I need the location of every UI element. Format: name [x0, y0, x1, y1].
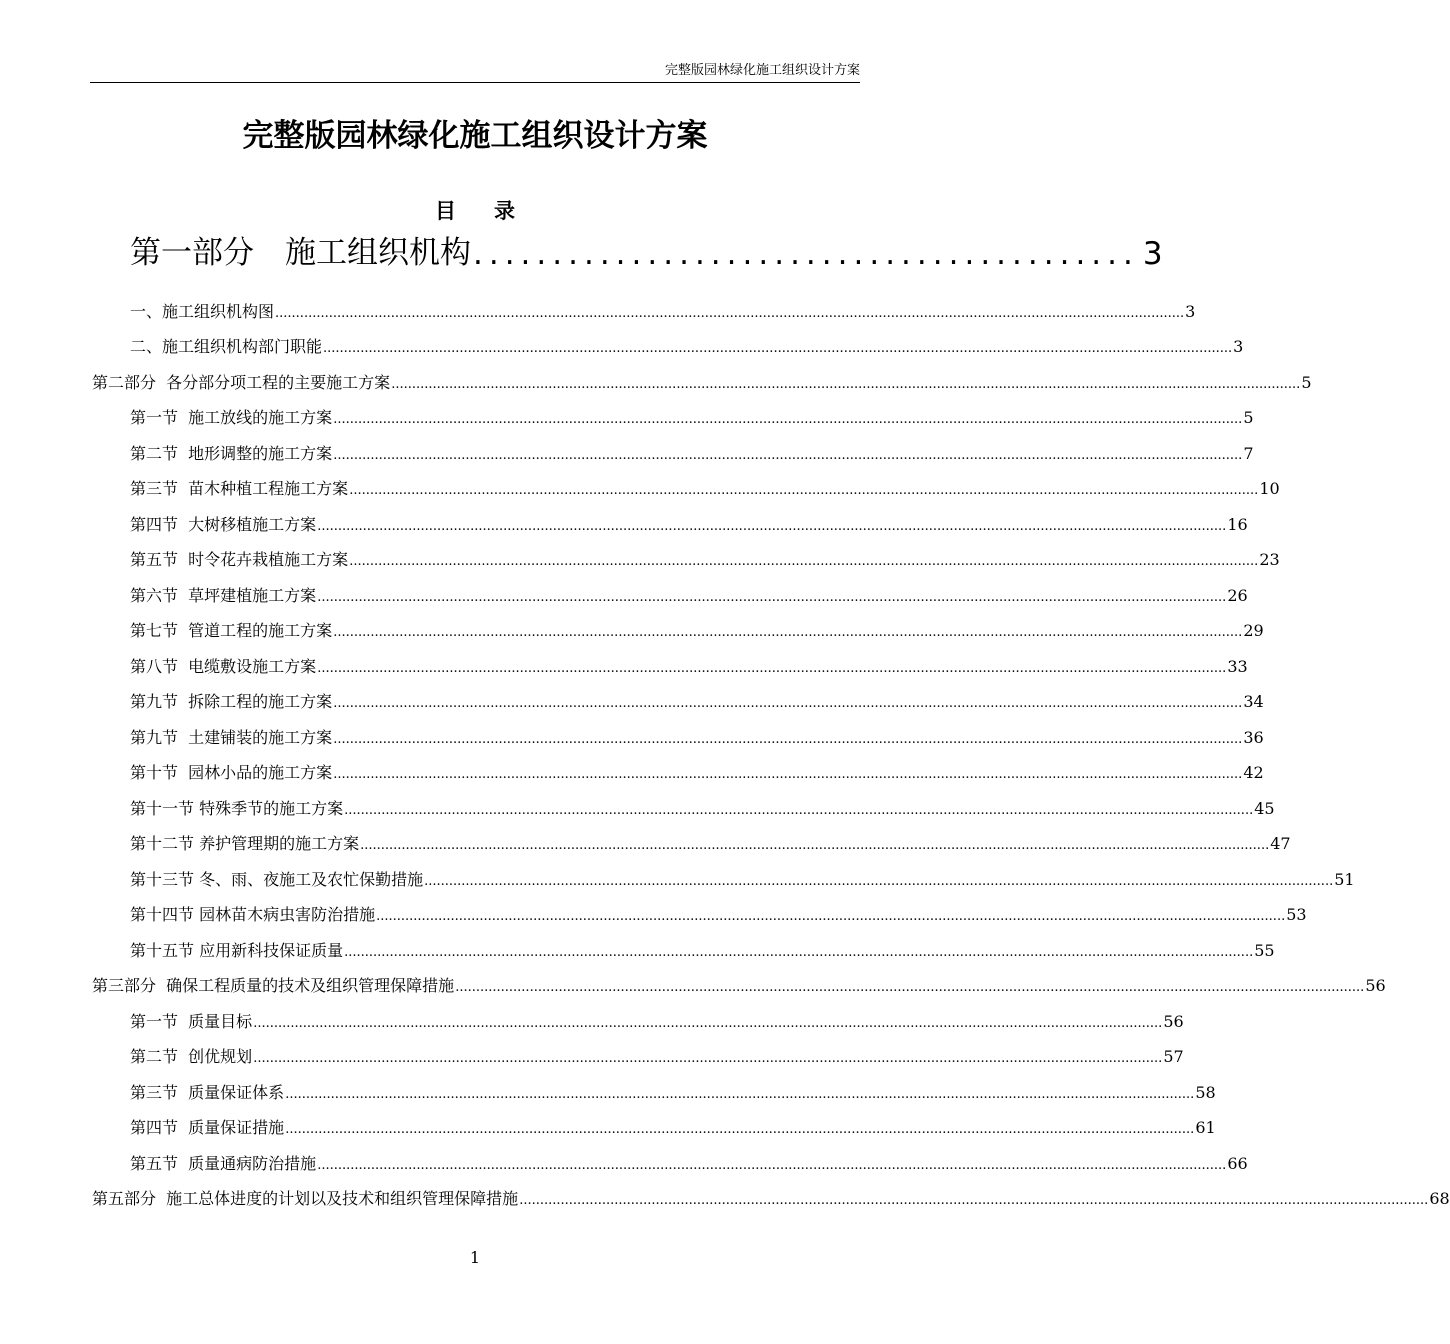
running-header	[90, 60, 860, 83]
toc-entry[interactable]	[92, 358, 1312, 394]
toc-entry-page: 33	[1227, 656, 1248, 676]
toc-entry-page: 51	[1334, 869, 1355, 889]
toc-entry[interactable]	[130, 926, 1275, 962]
toc-entry-label: 第三节 质量保证体系	[130, 1082, 285, 1102]
toc-entry-label: 第六节 草坪建植施工方案	[130, 585, 317, 605]
toc-entry-page: 3	[1185, 301, 1196, 321]
toc-leader-dots: ............................................................................................................................................................................................................................	[317, 660, 1227, 676]
toc-entry-label: 第五节 时令花卉栽植施工方案	[130, 550, 349, 569]
page-number: 1	[469, 1248, 481, 1267]
toc-entry-page: 56	[1365, 976, 1386, 995]
toc-entry-page: 61	[1195, 1118, 1216, 1137]
toc-entry[interactable]	[130, 713, 1264, 749]
toc-entry[interactable]	[130, 571, 1248, 607]
toc-entry[interactable]	[130, 784, 1275, 820]
toc-entry-page: 47	[1270, 834, 1291, 853]
toc-entry[interactable]	[130, 855, 1355, 891]
toc-leader-dots: ............................................................................................................................................................................................................................	[275, 305, 1185, 321]
toc-entry[interactable]	[130, 678, 1264, 714]
toc-leader-dots: ............................................................................................................................................................................................................................	[344, 944, 1254, 960]
toc-entry-label: 第七节 管道工程的施工方案	[130, 621, 333, 640]
toc-entry-label: 第二节 地形调整的施工方案	[130, 443, 333, 463]
toc-entry[interactable]	[130, 1033, 1184, 1069]
toc-entry-page: 3	[1233, 337, 1244, 356]
toc-entry-page: 36	[1243, 727, 1264, 747]
toc-leader-dots: ............................................................................................................................................................................................................................	[333, 447, 1243, 463]
toc-entry-page: 34	[1243, 692, 1264, 711]
toc-leader-dots: ............................................................................................................................................................................................................................	[333, 731, 1243, 747]
toc-leader-dots: ............................................................................................................................................................................................................................	[253, 1015, 1163, 1031]
toc-entry-part-one[interactable]	[130, 228, 1163, 272]
toc-leader-dots: ............................................................................................................................................................................................................................	[285, 1086, 1195, 1102]
toc-leader-dots: ............................................................................................................................................................................................................................	[253, 1051, 1163, 1066]
toc-leader-dots: ............................................................................................................................................................................................................................	[455, 980, 1365, 995]
toc-entry[interactable]	[130, 1068, 1216, 1104]
table-of-contents	[0, 287, 1450, 1210]
toc-leader-dots: ............................................................................................................................................................................................................................	[333, 696, 1243, 711]
toc-entry-page: 29	[1243, 621, 1264, 640]
toc-entry-label: 第十二节 养护管理期的施工方案	[130, 834, 360, 853]
toc-entry[interactable]	[130, 536, 1280, 572]
toc-leader-dots: ............................................................................................................................................................................................................................	[317, 518, 1227, 534]
running-header-title: 完整版园林绿化施工组织设计方案	[664, 63, 860, 78]
toc-leader-dots: ............................................................................................................................................................................................................................	[317, 589, 1227, 605]
toc-entry[interactable]	[130, 607, 1264, 643]
toc-entry-label: 第十四节 园林苗木病虫害防治措施	[130, 905, 376, 924]
toc-leader-dots: ............................................................................................................................................................................................................................	[360, 838, 1270, 853]
toc-entry-label: 第九节 拆除工程的施工方案	[130, 692, 333, 711]
toc-entry[interactable]	[130, 394, 1254, 430]
toc-entry-page: 7	[1243, 443, 1254, 463]
toc-entry-page: 3	[1142, 236, 1163, 272]
toc-entry[interactable]	[130, 891, 1307, 927]
toc-entry-label: 第八节 电缆敷设施工方案	[130, 656, 317, 676]
toc-entry-page: 16	[1227, 514, 1248, 534]
toc-entry-page: 5	[1243, 408, 1254, 427]
toc-entry-label: 第十五节 应用新科技保证质量	[130, 940, 344, 960]
toc-leader-dots: ............................................................................................................................................................................................................................	[344, 802, 1254, 818]
toc-entry-page: 66	[1227, 1153, 1248, 1173]
toc-entry-label: 第三节 苗木种植工程施工方案	[130, 479, 349, 498]
document-title: 完整版园林绿化施工组织设计方案	[242, 118, 708, 154]
toc-entry[interactable]	[92, 1175, 1450, 1211]
toc-entry[interactable]	[130, 465, 1280, 501]
toc-entry[interactable]	[130, 820, 1291, 856]
toc-entry-page: 68	[1429, 1189, 1450, 1208]
toc-entry-label: 第四节 大树移植施工方案	[130, 514, 317, 534]
toc-entry-page: 26	[1227, 585, 1248, 605]
toc-entry-page: 58	[1195, 1082, 1216, 1102]
toc-entry-label: 第一部分 施工组织机构	[130, 235, 471, 271]
toc-entry-page: 42	[1243, 763, 1264, 782]
toc-entry-label: 第五部分 施工总体进度的计划以及技术和组织管理保障措施	[92, 1189, 519, 1208]
toc-entry-page: 53	[1286, 905, 1307, 924]
toc-entry-label: 第一节 质量目标	[130, 1011, 253, 1031]
toc-leader-dots: ............................................................................................................................................................................................................................	[285, 1122, 1195, 1137]
toc-entry-page: 5	[1301, 372, 1312, 392]
toc-entry[interactable]	[130, 1139, 1248, 1175]
toc-entry[interactable]	[130, 323, 1244, 359]
toc-entry-label: 二、施工组织机构部门职能	[130, 337, 323, 356]
toc-entry-page: 55	[1254, 940, 1275, 960]
toc-entry-page: 45	[1254, 798, 1275, 818]
toc-entry[interactable]	[130, 500, 1248, 536]
toc-entry-label: 第四节 质量保证措施	[130, 1118, 285, 1137]
toc-leader-dots: ............................................................................................................................................................................................................................	[519, 1193, 1429, 1208]
toc-leader-dots: ............................................................................................................................................................................................................................	[333, 767, 1243, 782]
toc-entry[interactable]	[92, 962, 1386, 998]
toc-entry[interactable]	[130, 642, 1248, 678]
toc-leader-dots: ............................................................................................................................................................................................................................	[349, 554, 1259, 569]
toc-leader-dots: ............................................................................................................................................................................................................................	[333, 625, 1243, 640]
toc-entry-label: 第九节 土建铺装的施工方案	[130, 727, 333, 747]
toc-entry[interactable]	[130, 429, 1254, 465]
toc-entry-page: 56	[1163, 1011, 1184, 1031]
toc-entry-label: 第十一节 特殊季节的施工方案	[130, 798, 344, 818]
toc-entry-page: 23	[1259, 550, 1280, 569]
toc-entry[interactable]	[130, 287, 1196, 323]
toc-entry[interactable]	[130, 1104, 1216, 1140]
toc-leader-dots: ............................................................................................................................................................................................................................	[317, 1157, 1227, 1173]
toc-entry-label: 第二部分 各分部分项工程的主要施工方案	[92, 372, 391, 392]
toc-entry-label: 第一节 施工放线的施工方案	[130, 408, 333, 427]
toc-leader-dots: ............................................................................................................................................................................................................................	[349, 483, 1259, 498]
toc-heading: 目录	[435, 199, 553, 223]
toc-entry-page: 57	[1163, 1047, 1184, 1066]
toc-entry-label: 第五节 质量通病防治措施	[130, 1153, 317, 1173]
toc-entry-label: 第三部分 确保工程质量的技术及组织管理保障措施	[92, 976, 455, 995]
toc-leader-dots: ..........................................	[473, 236, 1139, 272]
toc-entry[interactable]	[130, 997, 1184, 1033]
toc-leader-dots: ............................................................................................................................................................................................................................	[323, 341, 1233, 356]
toc-leader-dots: ............................................................................................................................................................................................................................	[333, 412, 1243, 427]
toc-entry-label: 第二节 创优规划	[130, 1047, 253, 1066]
toc-leader-dots: ............................................................................................................................................................................................................................	[391, 376, 1301, 392]
toc-leader-dots: ............................................................................................................................................................................................................................	[424, 873, 1334, 889]
toc-entry-label: 第十三节 冬、雨、夜施工及农忙保勤措施	[130, 869, 424, 889]
toc-leader-dots: ............................................................................................................................................................................................................................	[376, 909, 1286, 924]
toc-entry-label: 第十节 园林小品的施工方案	[130, 763, 333, 782]
toc-entry-page: 10	[1259, 479, 1280, 498]
toc-entry[interactable]	[130, 749, 1264, 785]
toc-entry-label: 一、施工组织机构图	[130, 301, 275, 321]
